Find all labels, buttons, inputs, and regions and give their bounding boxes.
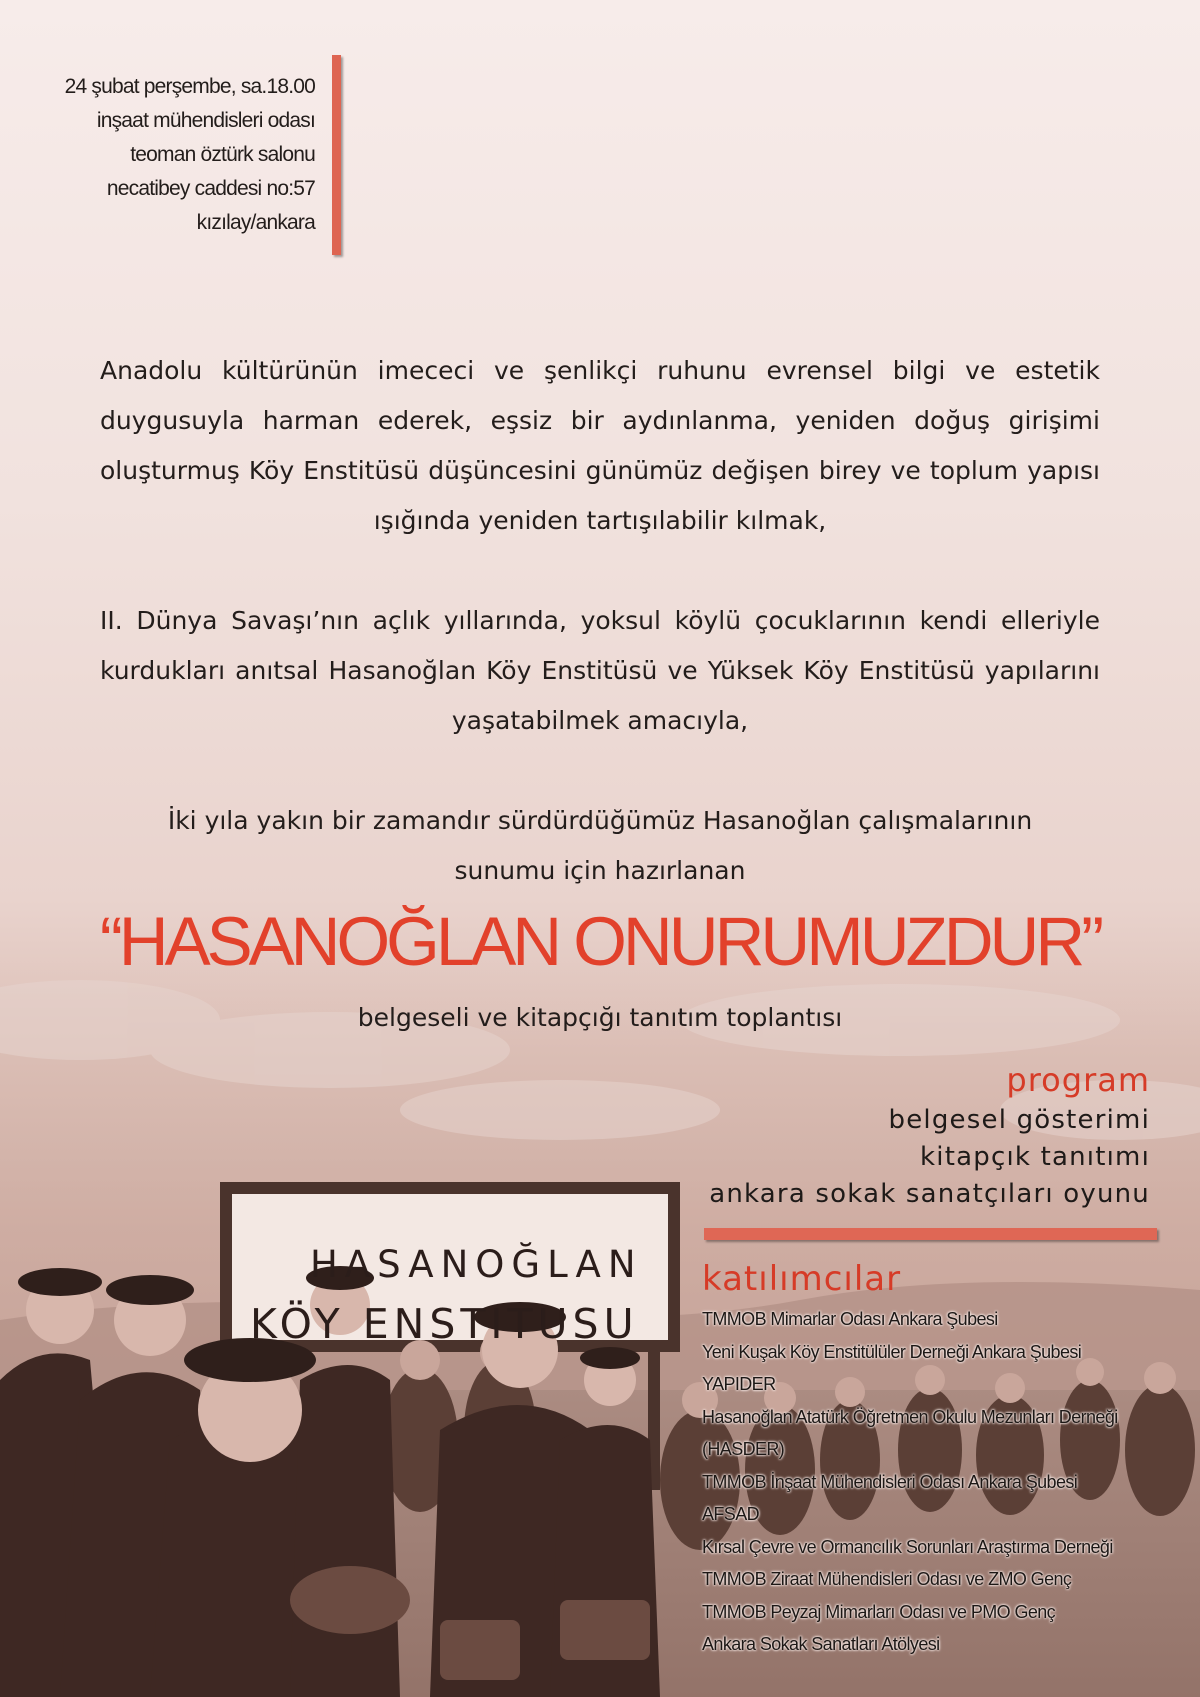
sign-line-1: HASANOĞLAN: [310, 1243, 643, 1286]
program-accent-bar: [704, 1228, 1157, 1240]
program-item: kitapçık tanıtımı: [920, 1142, 1150, 1172]
venue-street: necatibey caddesi no:57: [106, 177, 315, 200]
participant-item: (HASDER): [702, 1439, 785, 1459]
participant-item: Kırsal Çevre ve Ormancılık Sorunları Araştırma Derneği: [702, 1536, 1113, 1557]
participants-heading: katılımcılar: [702, 1259, 902, 1299]
event-title: “HASANOĞLAN ONURUMUZDUR”: [99, 903, 1101, 980]
participant-item: Yeni Kuşak Köy Enstitülüler Derneği Ankara Şubesi: [702, 1341, 1082, 1362]
participant-item: AFSAD: [702, 1504, 760, 1524]
participant-item: Hasanoğlan Atatürk Öğretmen Okulu Mezunları Derneği: [702, 1406, 1118, 1427]
venue-city: kızılay/ankara: [196, 211, 315, 234]
participant-item: Ankara Sokak Sanatları Atölyesi: [702, 1634, 940, 1654]
program-item: belgesel gösterimi: [888, 1105, 1150, 1135]
venue-date: 24 şubat perşembe, sa.18.00: [64, 75, 315, 98]
participant-item: TMMOB Ziraat Mühendisleri Odası ve ZMO Genç: [702, 1569, 1072, 1589]
venue-hall: teoman öztürk salonu: [130, 143, 315, 166]
venue-info: [65, 70, 315, 240]
participant-item: YAPIDER: [702, 1374, 776, 1394]
participant-item: TMMOB İnşaat Mühendisleri Odası Ankara Şubesi: [702, 1471, 1078, 1492]
program-item: ankara sokak sanatçıları oyunu: [709, 1179, 1150, 1209]
intro-paragraph-3-line-1: İki yıla yakın bir zamandır sürdürdüğümüz Hasanoğlan çalışmalarının: [167, 806, 1033, 835]
sign-line-2: KÖY ENSTITUSU: [250, 1300, 639, 1348]
participant-item: TMMOB Mimarlar Odası Ankara Şubesi: [702, 1309, 998, 1329]
program-heading: program: [1006, 1061, 1150, 1099]
venue-place: inşaat mühendisleri odası: [96, 109, 315, 132]
participants-section: [702, 1255, 1118, 1661]
intro-paragraph-3-line-2: sunumu için hazırlanan: [454, 856, 746, 885]
venue-accent-bar: [332, 55, 341, 255]
intro-paragraph-2: II. Dünya Savaşı’nın açlık yıllarında, yoksul köylü çocuklarının kendi elleriyle kurdukları anıtsal Hasanoğlan Köy Enstitüsü ve Yüksek Köy Enstitüsü yapılarını yaşatabilmek amacıyla,: [100, 606, 1100, 735]
event-subtitle: belgeseli ve kitapçığı tanıtım toplantısı: [357, 1003, 843, 1032]
intro-paragraph-3: [100, 796, 1100, 896]
intro-paragraph-1: Anadolu kültürünün imececi ve şenlikçi ruhunu evrensel bilgi ve estetik duygusuyla harman ederek, eşsiz bir aydınlanma, yeniden doğuş girişimi oluşturmuş Köy Enstitüsü düşüncesini günümüz değişen birey ve toplum yapısı ışığında yeniden tartışılabilir kılmak,: [100, 356, 1100, 535]
program-section: [709, 1058, 1150, 1213]
participant-item: TMMOB Peyzaj Mimarları Odası ve PMO Genç: [702, 1601, 1056, 1622]
